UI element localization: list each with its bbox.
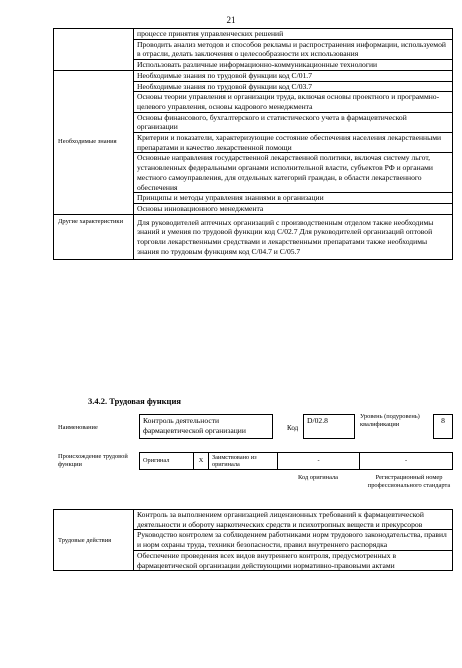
reg-number-caption: Регистрационный номер профессионального стандарта <box>367 474 451 489</box>
row-label-knowledge: Необходимые знания <box>54 70 134 214</box>
origin-label: Происхождение трудовой функции <box>58 453 128 468</box>
page-number: 21 <box>226 15 236 25</box>
table-cell: Контроль за выполнением организацией лицензионных требований к фармацевтической деятельности и обороту наркотических средств и психотропных веществ и прекурсоров <box>134 510 453 530</box>
requirements-table <box>53 28 453 260</box>
row-label <box>54 29 134 71</box>
table-cell: процессе принятия управленческих решений <box>134 29 453 40</box>
table-cell: Необходимые знания по трудовой функции код С/03.7 <box>134 81 453 92</box>
table-cell: Критерии и показатели, характеризующие состояние обеспечения населения лекарственными препаратами и качество лекарственной помощи <box>134 133 453 153</box>
table-cell: Основы инновационного менеджмента <box>134 203 453 214</box>
origin-cell: Оригинал <box>140 453 194 470</box>
section-title: 3.4.2. Трудовая функция <box>88 396 181 406</box>
origin-table <box>139 452 453 470</box>
row-label-other: Другие характеристики <box>54 214 134 260</box>
origin-cell: Заимствовано из оригинала <box>209 453 278 470</box>
table-cell: Основы финансового, бухгалтерского и статистического учета в фармацевтической организации <box>134 112 453 132</box>
origin-cell: X <box>194 453 209 470</box>
table-cell: Для руководителей аптечных организаций с производственным отделом также необходимы знаний и умения по трудовой функции код С/02.7 Для руководителей организаций оптовой торговли лекарственными средствами и лекарственными препаратами также необходимы знания по трудовым функциям код С/04.7 и С/05.7 <box>134 214 453 260</box>
name-label: Наименование <box>58 424 98 431</box>
table-cell: Принципы и методы управления знаниями в организации <box>134 193 453 204</box>
table-cell: Основные направления государственной лекарственной политики, включая систему льгот, установленных федеральными органами исполнительной власти, субъектов РФ и органами местного самоуправления, для отдельных категорий граждан, в области лекарственного обеспечения <box>134 153 453 193</box>
table-cell: Обеспечение проведения всех видов внутреннего контроля, предусмотренных в фармацевтической организации действующими нормативно-правовыми актами <box>134 550 453 570</box>
labor-actions-table <box>53 509 453 571</box>
code-value: D/02.8 <box>303 414 355 439</box>
table-cell: Проводить анализ методов и способов рекламы и распространения информации, используемой в отрасли, делать заключения о целесообразности их использования <box>134 39 453 59</box>
table-cell: Основы теории управления и организации труда, включая основы проектного и программно-целевого управления, основы кадрового менеджмента <box>134 92 453 112</box>
level-value: 8 <box>433 414 453 439</box>
table-cell: Необходимые знания по трудовой функции код С/01.7 <box>134 70 453 81</box>
level-label: Уровень (подуровень) квалификации <box>360 413 420 428</box>
table-cell: Руководство контролем за соблюдением работниками норм трудового законодательства, правил и норм охраны труда, техники безопасности, правил внутреннего распорядка <box>134 530 453 550</box>
origin-cell: - <box>278 453 360 470</box>
origin-code-caption: Код оригинала <box>298 474 338 481</box>
origin-cell: - <box>360 453 453 470</box>
row-label-actions: Трудовые действия <box>54 510 134 571</box>
table-cell: Использовать различные информационно-коммуникационные технологии <box>134 60 453 71</box>
code-label: Код <box>287 424 299 432</box>
name-value: Контроль деятельности фармацевтической организации <box>139 414 273 439</box>
